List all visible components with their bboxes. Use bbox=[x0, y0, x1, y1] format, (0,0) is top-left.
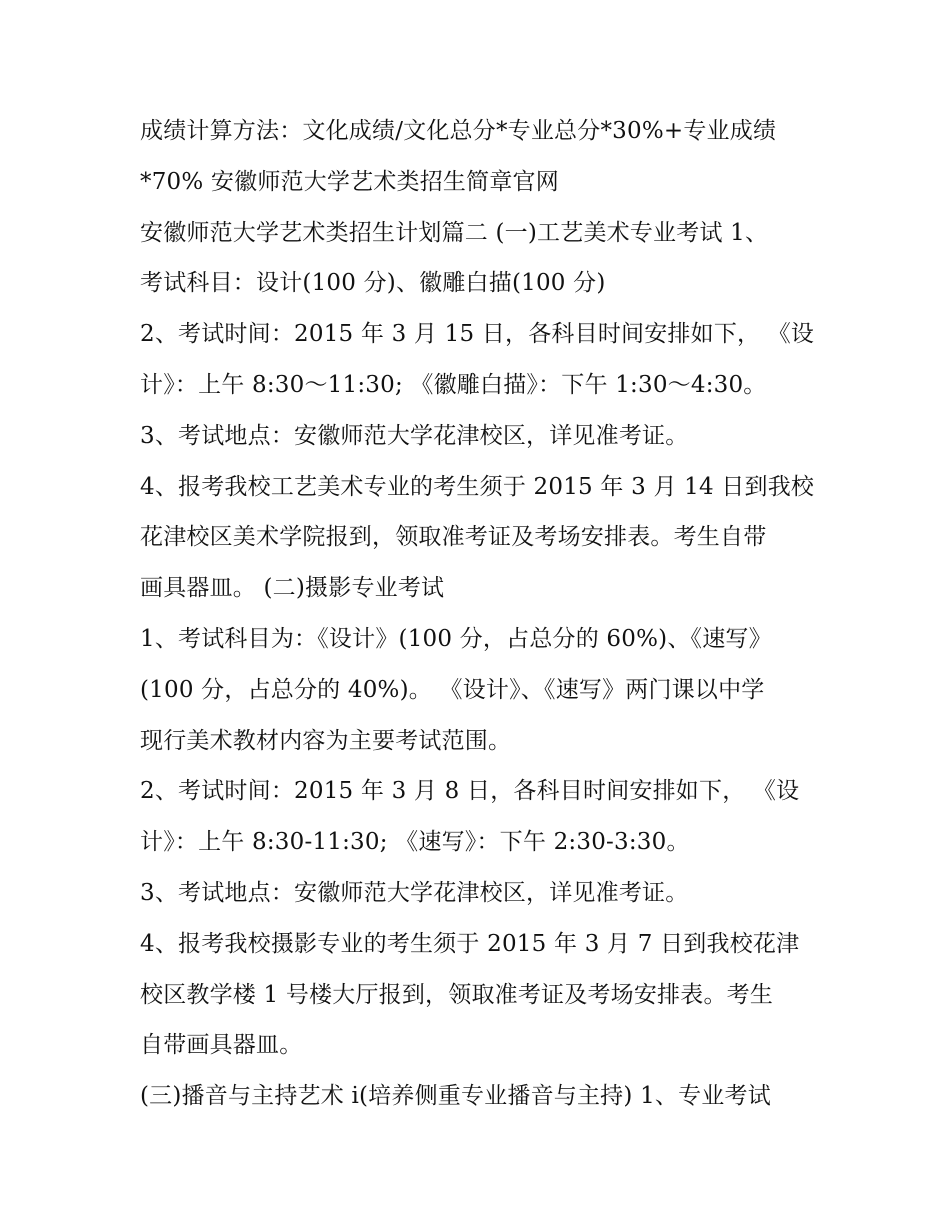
text-line: 校区教学楼 1 号楼大厅报到，领取准考证及考场安排表。考生 bbox=[140, 981, 774, 1008]
text-line: (三)播音与主持艺术 i(培养侧重专业播音与主持) 1、专业考试 bbox=[140, 1083, 771, 1110]
text-line: 2、考试时间：2015 年 3 月 15 日，各科目时间安排如下， 《设 bbox=[140, 321, 815, 348]
text-line: 成绩计算方法：文化成绩/文化总分*专业总分*30%+专业成绩 bbox=[140, 118, 777, 144]
text-line: 3、考试地点：安徽师范大学花津校区，详见准考证。 bbox=[140, 879, 689, 906]
text-line: 1、考试科目为：《设计》(100 分，占总分的 60%)、《速写》 bbox=[140, 625, 772, 652]
document-body bbox=[140, 106, 820, 1122]
text-line: *70% 安徽师范大学艺术类招生简章官网 bbox=[140, 168, 559, 195]
text-line: 现行美术教材内容为主要考试范围。 bbox=[140, 727, 512, 754]
text-line: 画具器皿。 (二)摄影专业考试 bbox=[140, 575, 445, 602]
text-line: 计》：上午 8:30～11:30; 《徽雕白描》：下午 1:30～4:30。 bbox=[140, 371, 767, 398]
text-line: 安徽师范大学艺术类招生计划篇二 (一)工艺美术专业考试 1、 bbox=[140, 219, 769, 246]
text-line: 考试科目：设计(100 分)、徽雕白描(100 分) bbox=[140, 270, 606, 297]
text-line: 计》：上午 8:30-11:30; 《速写》：下午 2:30-3:30。 bbox=[140, 829, 690, 856]
text-line: 4、报考我校摄影专业的考生须于 2015 年 3 月 7 日到我校花津 bbox=[140, 930, 800, 957]
text-line: 2、考试时间：2015 年 3 月 8 日，各科目时间安排如下， 《设 bbox=[140, 778, 800, 805]
text-line: (100 分，占总分的 40%)。 《设计》、《速写》两门课以中学 bbox=[140, 676, 765, 703]
text-line: 自带画具器皿。 bbox=[140, 1032, 303, 1059]
text-line: 花津校区美术学院报到，领取准考证及考场安排表。考生自带 bbox=[140, 524, 767, 551]
text-line: 3、考试地点：安徽师范大学花津校区，详见准考证。 bbox=[140, 422, 689, 449]
text-line: 4、报考我校工艺美术专业的考生须于 2015 年 3 月 14 日到我校 bbox=[140, 473, 815, 500]
